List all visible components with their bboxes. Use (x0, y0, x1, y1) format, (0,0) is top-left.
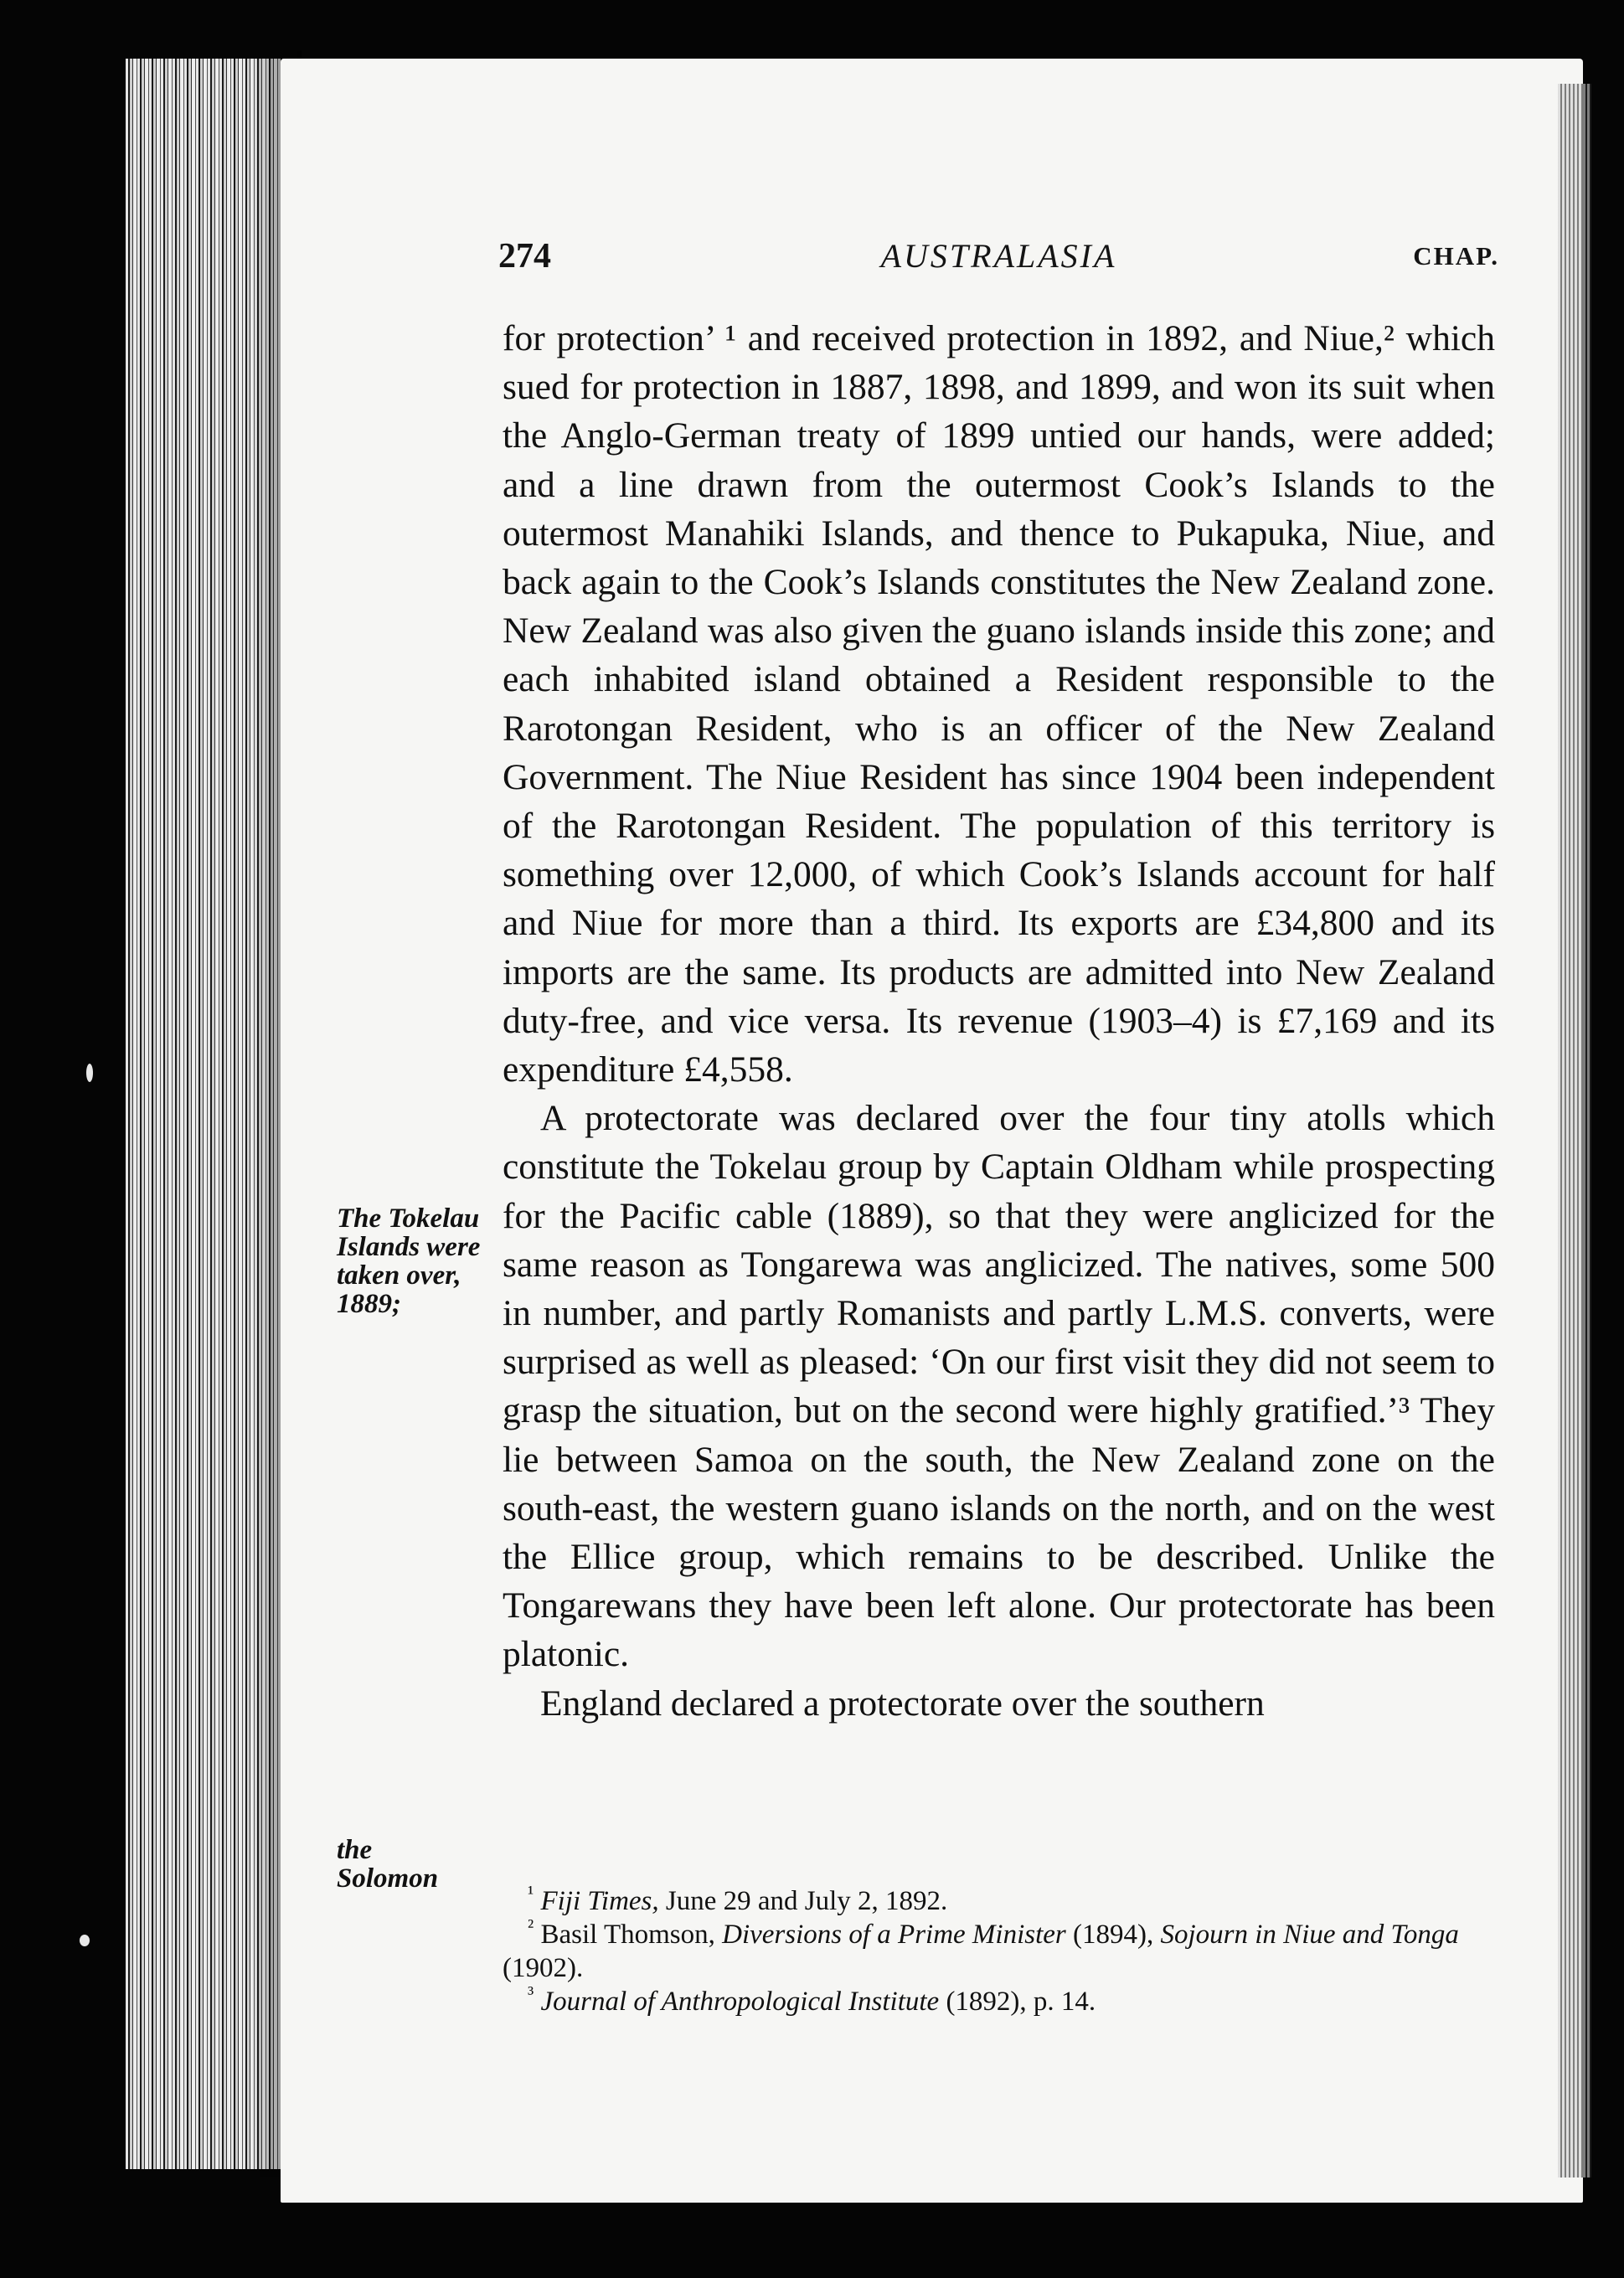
sidenote-solomon: the Solomon (337, 1835, 439, 1894)
footnote-2 (503, 1918, 1495, 1985)
footnote-3-title: Journal of Anthropological Institute (540, 1987, 940, 2017)
main-text (503, 314, 1495, 1728)
margin-speck (86, 1064, 93, 1082)
footnote-2-mark: ² (528, 1916, 534, 1938)
sidenote-tokelau: The Tokelau Islands were taken over, 1889; (337, 1203, 481, 1319)
margin-speck (80, 1935, 90, 1946)
footnote-2-author: Basil Thomson, (540, 1920, 723, 1950)
book-right-edge (1558, 84, 1591, 2178)
page-number: 274 (498, 237, 551, 276)
footnote-2-title-2: Sojourn in Niue and Tonga (1160, 1920, 1459, 1950)
footnote-2-year-2: (1902). (503, 1953, 584, 1983)
footnote-1-text: June 29 and July 2, 1892. (658, 1886, 948, 1916)
paragraph-3: England declared a protectorate over the southern (540, 1683, 1265, 1724)
footnote-3-text: (1892), p. 14. (939, 1987, 1096, 2017)
footnote-3 (503, 1985, 1495, 2018)
chapter-label: CHAP. (1413, 241, 1499, 271)
footnote-2-year-1: (1894), (1065, 1920, 1161, 1950)
paragraph-1: for protection’ ¹ and received protection in 1892, and Niue,² which sued for protection in 1887, 1898, and 1899, and won its suit when the Anglo-German treaty of 1899 untied our hands, were added; and a line drawn from the outermost Cook’s Islands to the outermost Manahiki Islands, and thence to Pukapuka, Niue, and back again to the Cook’s Islands constitutes the New Zealand zone. New Zealand was also given the guano islands inside this zone; and each inhabited island obtained a Resident responsible to the Rarotongan Resident, who is an officer of the New Zealand Government. The Niue Resident has since 1904 been independent of the Rarotongan Resident. The population of this territory is something over 12,000, of which Cook’s Islands account for half and Niue for more than a third. Its exports are £34,800 and its imports are the same. Its products are admitted into New Zealand duty-free, and vice versa. Its revenue (1903–4) is £7,169 and its expenditure £4,558. (503, 318, 1495, 1090)
footnotes (503, 1884, 1495, 2018)
footnote-1-mark: ¹ (528, 1883, 534, 1904)
running-title: AUSTRALASIA (880, 237, 1117, 275)
running-header (498, 236, 1499, 286)
footnote-1 (503, 1884, 1495, 1918)
paragraph-2: A protectorate was declared over the four tiny atolls which constitute the Tokelau group by Captain Oldham while prospecting for the Pacific cable (1889), so that they were anglicized for the same reason as Tongarewa was anglicized. The natives, some 500 in number, and partly Romanists and partly L.M.S. converts, were surprised as well as pleased: ‘On our first visit they did not seem to grasp the situation, but on the second were highly gratified.’³ They lie between Samoa on the south, the New Zealand zone on the south-east, the western guano islands on the north, and on the west the Ellice group, which remains to be described. Unlike the Tongarewans they have been left alone. Our protectorate has been platonic. (503, 1098, 1495, 1675)
footnote-3-mark: ³ (528, 1983, 534, 2005)
footnote-2-title-1: Diversions of a Prime Minister (722, 1920, 1066, 1950)
footnote-1-title: Fiji Times, (540, 1886, 659, 1916)
